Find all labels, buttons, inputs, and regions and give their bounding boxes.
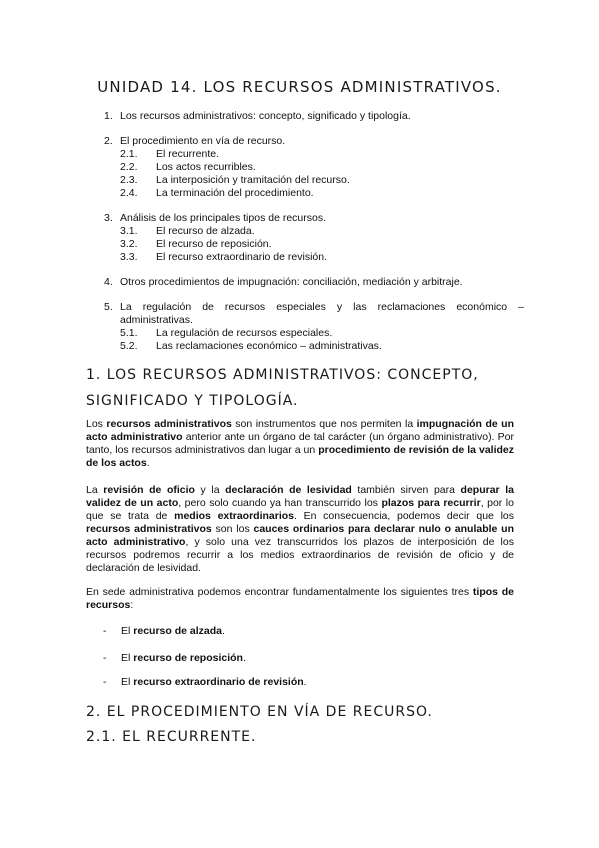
toc-subitem (120, 340, 524, 353)
toc-subitem (120, 161, 524, 174)
toc-subitem-number: 2.4. (120, 187, 138, 199)
toc-subitem-text: La interposición y tramitación del recurso. (156, 174, 350, 186)
table-of-contents (104, 110, 524, 365)
toc-item (104, 110, 524, 123)
toc-subitem-number: 2.3. (120, 174, 138, 186)
paragraph-2 (86, 484, 514, 575)
toc-item (104, 135, 524, 200)
text-run: . En consecuencia, podemos decir que los (294, 510, 514, 522)
text-run: . (146, 457, 150, 469)
toc-subitem-text: El recurso de reposición. (156, 238, 272, 250)
toc-text: Análisis de los principales tipos de recursos. (120, 212, 327, 224)
toc-subitem-text: Los actos recurribles. (156, 161, 256, 173)
text-run: , y solo una vez transcurridos los plazos de interposición de los recursos podremos recurrir a los medios extraordinarios de revisión de oficio y de declaración de lesividad. (86, 536, 514, 574)
bold-text: depurar la validez de un acto (86, 484, 514, 509)
toc-subitem-number: 3.2. (120, 238, 138, 250)
toc-number: 3. (104, 212, 113, 224)
toc-subitem (120, 238, 524, 251)
text-run: : (130, 599, 134, 611)
toc-text: Otros procedimientos de impugnación: conciliación, mediación y arbitraje. (120, 276, 463, 288)
unit-title: UNIDAD 14. LOS RECURSOS ADMINISTRATIVOS. (97, 78, 502, 96)
toc-subitem-number: 2.1. (120, 148, 138, 160)
toc-subitem-text: La terminación del procedimiento. (156, 187, 314, 199)
bullet-item (103, 676, 503, 688)
bullet-post: . (303, 676, 307, 688)
toc-subitem-number: 3.1. (120, 225, 138, 237)
toc-number: 2. (104, 135, 113, 147)
toc-text: El procedimiento en vía de recurso. (120, 135, 286, 147)
toc-text: Los recursos administrativos: concepto, significado y tipología. (120, 110, 411, 122)
bullet-post: . (221, 625, 225, 637)
text-run: también sirven para (351, 484, 461, 496)
toc-subitem-text: La regulación de recursos especiales. (156, 327, 333, 339)
bullet-bold: recurso de reposición (133, 652, 243, 664)
bullet-dash: - (103, 625, 107, 637)
bold-text: impugnación de un acto administrativo (86, 418, 514, 443)
toc-subitem-text: El recurso extraordinario de revisión. (156, 251, 327, 263)
toc-subitem (120, 225, 524, 238)
bullet-pre: El (121, 676, 134, 688)
section-1-heading: 1. LOS RECURSOS ADMINISTRATIVOS: CONCEPTO, SIGNIFICADO Y TIPOLOGÍA. (86, 367, 479, 409)
toc-subitem-number: 5.2. (120, 340, 138, 352)
toc-number: 4. (104, 276, 113, 288)
toc-number: 1. (104, 110, 113, 122)
toc-item (104, 212, 524, 264)
text-run: y la (194, 484, 226, 496)
toc-subitem (120, 148, 524, 161)
bold-text: plazos para recurrir (381, 497, 481, 509)
paragraph-3 (86, 586, 514, 612)
toc-subitem-number: 5.1. (120, 327, 138, 339)
bold-text: medios extraordinarios (174, 510, 295, 522)
text-run: anterior ante un órgano de tal carácter (un órgano administrativo). Por tanto, los recursos administrativos dan lugar a un (86, 431, 514, 456)
bullet-bold: recurso de alzada (133, 625, 222, 637)
toc-subitem-number: 2.2. (120, 161, 138, 173)
bold-text: revisión de oficio (103, 484, 195, 496)
bullet-dash: - (103, 676, 107, 688)
toc-subitem (120, 187, 524, 200)
toc-subitem-text: El recurso de alzada. (156, 225, 255, 237)
toc-subitem-text: El recurrente. (156, 148, 220, 160)
toc-subitem-text: Las reclamaciones económico – administrativas. (156, 340, 382, 352)
section-2-1-heading: 2.1. EL RECURRENTE. (86, 729, 257, 745)
text-run: La (86, 484, 104, 496)
bold-text: procedimiento de revisión de la validez de los actos (86, 444, 514, 469)
bold-text: tipos de recursos (86, 586, 514, 611)
toc-item (104, 301, 524, 353)
toc-subitem (120, 251, 524, 264)
paragraph-1 (86, 418, 514, 470)
toc-subitem (120, 327, 524, 340)
text-run: En sede administrativa podemos encontrar fundamentalmente los siguientes tres (86, 586, 473, 598)
bullet-pre: El (121, 652, 134, 664)
bullet-dash: - (103, 652, 107, 664)
bullet-post: . (242, 652, 246, 664)
bold-text: recursos administrativos (86, 523, 212, 535)
bold-text: cauces ordinarios para declarar nulo o anulable un acto administrativo (86, 523, 514, 548)
toc-number: 5. (104, 301, 113, 313)
bullet-pre: El (121, 625, 134, 637)
bullet-bold: recurso extraordinario de revisión (133, 676, 304, 688)
bold-text: declaración de lesividad (225, 484, 352, 496)
text-run: , por lo que se trata de (86, 497, 514, 522)
toc-text: La regulación de recursos especiales y las reclamaciones económico – administrativas. (120, 301, 524, 326)
text-run: , pero solo cuando ya han transcurrido los (178, 497, 382, 509)
toc-item (104, 276, 524, 289)
toc-subitem (120, 174, 524, 187)
text-run: Los (86, 418, 107, 430)
section-2-heading: 2. EL PROCEDIMIENTO EN VÍA DE RECURSO. (86, 704, 433, 720)
bullet-item (103, 625, 503, 637)
bold-text: recursos administrativos (106, 418, 232, 430)
text-run: son los (211, 523, 254, 535)
text-run: son instrumentos que nos permiten la (231, 418, 417, 430)
toc-subitem-number: 3.3. (120, 251, 138, 263)
bullet-item (103, 652, 503, 664)
